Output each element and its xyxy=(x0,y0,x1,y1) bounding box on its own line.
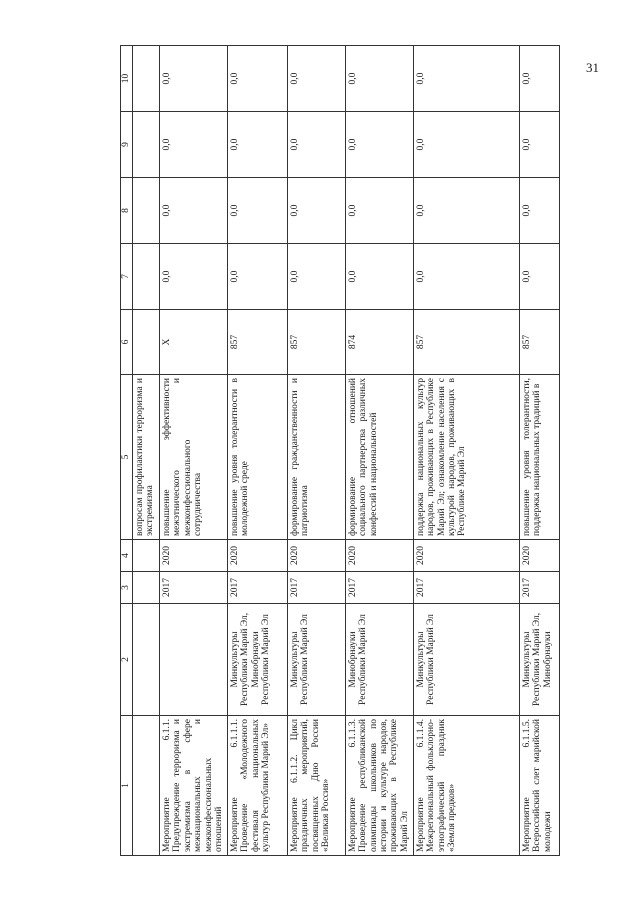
end-year: 2020 xyxy=(413,540,519,572)
start-year: 2017 xyxy=(160,572,228,604)
activity-name: Мероприятие 6.1.1.3. Проведение республиканской олимпиады школьников по истории и культуре народов, проживающих в Республике Марий Эл xyxy=(345,716,413,856)
budget-code: 857 xyxy=(413,310,519,375)
responsible-executor: Минкультуры Республики Марий Эл xyxy=(413,604,519,716)
end-year: 2020 xyxy=(519,540,559,572)
col-header-9: 9 xyxy=(121,112,133,178)
responsible-executor: Минкультуры Республики Марий Эл, Минобрнауки Республики Марий Эл xyxy=(227,604,287,716)
column-number-row xyxy=(121,46,133,856)
value-col-8: 0,0 xyxy=(519,178,559,244)
responsible-executor: Минкультуры Республики Марий Эл, Минобрнауки xyxy=(519,604,559,716)
table-row xyxy=(519,46,559,856)
col-header-7: 7 xyxy=(121,244,133,310)
col-header-1: 1 xyxy=(121,716,133,856)
value-col-7: 0,0 xyxy=(345,244,413,310)
responsible-executor xyxy=(160,604,228,716)
responsible-executor: Минобрнауки Республики Марий Эл xyxy=(345,604,413,716)
value-col-7: 0,0 xyxy=(287,244,345,310)
value-col-9: 0,0 xyxy=(413,112,519,178)
col-header-4: 4 xyxy=(121,540,133,572)
start-year: 2017 xyxy=(519,572,559,604)
expected-result: формирование отношений социального партнерства различных конфессий и национальностей xyxy=(345,375,413,540)
value-col-9: 0,0 xyxy=(160,112,228,178)
table-row xyxy=(160,46,228,856)
value-col-10: 0,0 xyxy=(227,46,287,112)
budget-code: 857 xyxy=(287,310,345,375)
col-header-5: 5 xyxy=(121,375,133,540)
value-col-7: 0,0 xyxy=(519,244,559,310)
end-year: 2020 xyxy=(227,540,287,572)
table-row xyxy=(345,46,413,856)
table-row xyxy=(287,46,345,856)
expected-result: повышение уровня толерантности в молодежной среде xyxy=(227,375,287,540)
activity-name: Мероприятие 6.1.1.2. Цикл праздничных мероприятий, посвященных Дню России «Великая Россия» xyxy=(287,716,345,856)
value-col-8: 0,0 xyxy=(287,178,345,244)
value-col-9: 0,0 xyxy=(227,112,287,178)
continuation-text: вопросам профилактики терроризма и экстремизма xyxy=(133,375,160,540)
value-col-10: 0,0 xyxy=(519,46,559,112)
activity-name: Мероприятие 6.1.1.5. Всероссийский слет марийской молодежи xyxy=(519,716,559,856)
page-number: 31 xyxy=(586,60,599,75)
col-header-10: 10 xyxy=(121,46,133,112)
end-year: 2020 xyxy=(345,540,413,572)
activity-name: Мероприятие 6.1.1.1. Проведение «Молодежного фестиваля национальных культур Республики Марий Эл» xyxy=(227,716,287,856)
responsible-executor: Минкультуры Республики Марий Эл xyxy=(287,604,345,716)
value-col-9: 0,0 xyxy=(519,112,559,178)
expected-result: повышение эффективности межэтнического и межконфессионального сотрудничества xyxy=(160,375,228,540)
value-col-7: 0,0 xyxy=(413,244,519,310)
col-header-2: 2 xyxy=(121,604,133,716)
expected-result: поддержка национальных культур народов, проживающих в Республике Марий Эл; ознакомление населения с культурой народов, проживающих в Республике Марий Эл xyxy=(413,375,519,540)
value-col-7: 0,0 xyxy=(227,244,287,310)
value-col-8: 0,0 xyxy=(345,178,413,244)
start-year: 2017 xyxy=(413,572,519,604)
value-col-10: 0,0 xyxy=(287,46,345,112)
value-col-10: 0,0 xyxy=(160,46,228,112)
col-header-3: 3 xyxy=(121,572,133,604)
rotated-table-container xyxy=(120,46,640,856)
value-col-8: 0,0 xyxy=(413,178,519,244)
budget-code: 857 xyxy=(227,310,287,375)
value-col-10: 0,0 xyxy=(345,46,413,112)
value-col-9: 0,0 xyxy=(345,112,413,178)
table-row xyxy=(227,46,287,856)
end-year: 2020 xyxy=(160,540,228,572)
start-year: 2017 xyxy=(287,572,345,604)
value-col-8: 0,0 xyxy=(160,178,228,244)
activity-name: Мероприятие 6.1.1.4. Межрегиональный фольклорно-этнографический праздник «Земля предков» xyxy=(413,716,519,856)
col-header-8: 8 xyxy=(121,178,133,244)
value-col-10: 0,0 xyxy=(413,46,519,112)
continuation-row xyxy=(133,46,160,856)
budget-code: 857 xyxy=(519,310,559,375)
activity-name: Мероприятие 6.1.1. Предупреждение терроризма и экстремизма в сфере межнациональных и межконфессиональных отношений xyxy=(160,716,228,856)
value-col-9: 0,0 xyxy=(287,112,345,178)
program-table xyxy=(120,45,560,856)
expected-result: повышение уровня толерантности, поддержка национальных традиций в xyxy=(519,375,559,540)
end-year: 2020 xyxy=(287,540,345,572)
value-col-7: 0,0 xyxy=(160,244,228,310)
budget-code: 874 xyxy=(345,310,413,375)
col-header-6: 6 xyxy=(121,310,133,375)
start-year: 2017 xyxy=(345,572,413,604)
budget-code: Х xyxy=(160,310,228,375)
expected-result: формирование гражданственности и патриотизма xyxy=(287,375,345,540)
start-year: 2017 xyxy=(227,572,287,604)
table-row xyxy=(413,46,519,856)
value-col-8: 0,0 xyxy=(227,178,287,244)
